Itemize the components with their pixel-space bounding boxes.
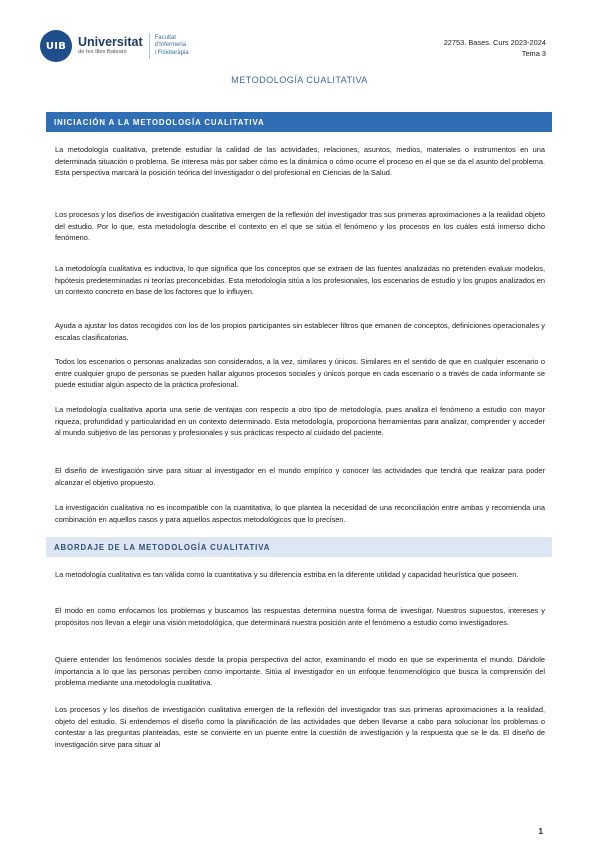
topic-label: Tema 3 xyxy=(521,49,546,58)
paragraph: La metodología cualitativa es inductiva, lo que significa que los conceptos que se extraen de las fuentes analizadas no pretenden evaluar modelos, hipótesis predeterminadas ni teorías preconcebidas. Esta metodología sitúa a los profesionales, los escenarios de estudio y los grupos analizados en un contexto concreto en base de los factores que lo influyen. xyxy=(55,264,545,297)
faculty-line: d'Infermeria xyxy=(154,42,187,49)
uib-seal-icon: UIB xyxy=(40,30,72,62)
logo-divider xyxy=(149,33,150,59)
logo-university-name: Universitat xyxy=(78,35,143,49)
paragraph: Ayuda a ajustar los datos recogidos con los de los propios participantes sin establecer filtros que emanen de conceptos, definiciones operacionales y escalas clasificatorias. xyxy=(55,321,545,342)
paragraph: Todos los escenarios o personas analizadas son considerados, a la vez, similares y únicos. Similares en el sentido de que en cualquier escenario o entre cualquier grupo de personas se pueden hallar algunos procesos sociales y únicos porque en cada escenario o a través de cada informante se puede estudiar algún aspecto de la práctica profesional. xyxy=(55,357,545,390)
page-header xyxy=(40,26,560,66)
paragraph: La metodología cualitativa aporta una serie de ventajas con respecto a otro tipo de metodología, pues analiza el fenómeno a estudio con mayor riqueza, profundidad y particularidad en un contexto determinado. Esta metodología, proporciona herramientas para analizar, comprender y acceder al mundo subjetivo de las personas y profesionales y sus prácticas respecto al cuidado del paciente. xyxy=(55,405,545,438)
paragraph: La investigación cualitativa no es incompatible con la cuantitativa, lo que plantea la necesidad de una reconciliación entre ambas y recomienda una combinación en aquellos casos y para aquellos aspectos metodológicos que lo precisen. xyxy=(55,503,545,524)
section-heading: INICIACIÓN A LA METODOLOGÍA CUALITATIVA xyxy=(46,112,552,132)
paragraph: Los procesos y los diseños de investigación cualitativa emergen de la reflexión del investigador tras sus primeras aproximaciones a la realidad, objeto del estudio. Si entendemos el diseño como la planificación de las actividades que deben llevarse a cabo para solucionar los problemas o contestar a las preguntas planteadas, este se convierte en un puente entre la cuestión de investigación y la respuesta que se le da. El diseño de investigación sirve para situar al xyxy=(55,705,545,749)
course-code: 22753. Bases. Curs 2023-2024 xyxy=(443,38,546,47)
course-info xyxy=(444,37,546,59)
document-title: METODOLOGÍA CUALITATIVA xyxy=(231,75,368,85)
paragraph: La metodología cualitativa, pretende estudiar la calidad de las actividades, relaciones, asuntos, medios, materiales o instrumentos en una determinada situación o problema. Se interesa más por saber cómo es la dinámica o cómo ocurre el proceso en el que se da el asunto del problema. Esta perspectiva marcará la posición teórica del investigador o del profesional en Ciencias de la Salud. xyxy=(55,145,545,178)
paragraph: Los procesos y los diseños de investigación cualitativa emergen de la reflexión del investigador tras sus primeras aproximaciones a la realidad objeto del estudio. Por lo que, esta metodología describe el contexto en el que se sitúa el fenómeno y los procesos en los cuáles está inmerso dicho fenómeno. xyxy=(55,210,545,243)
page-number: 1 xyxy=(538,827,543,836)
paragraph: El modo en como enfocamos los problemas y buscamos las respuestas determina nuestra forma de investigar. Nuestros supuestos, intereses y propósitos nos llevan a elegir una visión metodológica, que determinará nuestra posición ante el fenómeno a estudio como investigadores. xyxy=(55,606,545,627)
section-heading: ABORDAJE DE LA METODOLOGÍA CUALITATIVA xyxy=(46,537,552,557)
faculty-line: i Fisioteràpia xyxy=(154,49,189,56)
uib-logo xyxy=(40,26,189,66)
logo-faculty xyxy=(155,35,189,57)
logo-university-subtitle: de les Illes Balears xyxy=(78,49,127,55)
faculty-line: Facultat xyxy=(154,35,176,42)
paragraph: El diseño de investigación sirve para situar al investigador en el mundo empírico y conocer las actividades que tendrá que realizar para poder alcanzar el objetivo propuesto. xyxy=(55,466,545,487)
paragraph: La metodología cualitativa es tan válida como la cuantitativa y su diferencia estriba en la diferente utilidad y capacidad heurística que poseen. xyxy=(55,570,519,579)
paragraph: Quiere entender los fenómenos sociales desde la propia perspectiva del actor, examinando el modo en que se experimenta el mundo. Dándole importancia a lo que las personas perciben como importante. Sitúa al investigador en un enfoque fenomenológico que busca la comprensión del problema mediante una metodología cualitativa. xyxy=(55,655,545,688)
